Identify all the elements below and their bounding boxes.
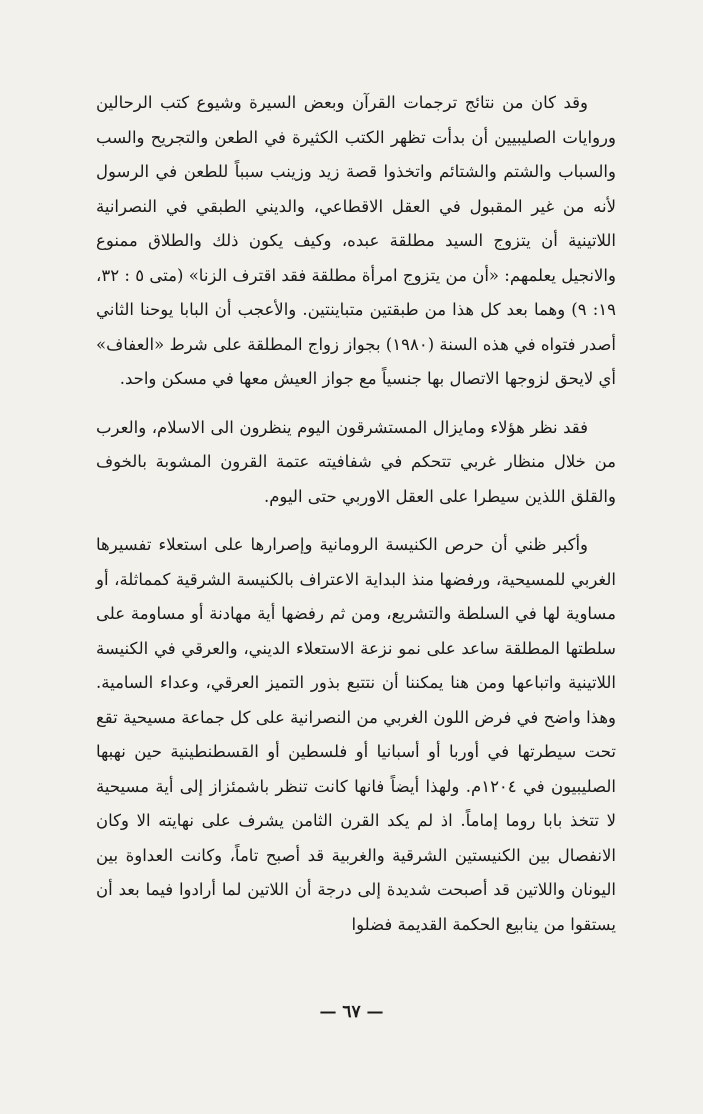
paragraph-2: فقد نظر هؤلاء ومايزال المستشرقون اليوم ينظرون الى الاسلام، والعرب من خلال منظار غربي تتحكم في شفافيته عتمة القرون المشوبة بالخوف والقلق اللذين سيطرا على العقل الاوربي حتى اليوم. bbox=[96, 417, 616, 506]
page-number: — ٦٧ — bbox=[319, 1002, 384, 1022]
page-body bbox=[96, 86, 616, 956]
paragraph-3: وأكبر ظني أن حرص الكنيسة الرومانية وإصرارها على استعلاء تفسيرها الغربي للمسيحية، ورفضها منذ البداية الاعتراف بالكنيسة الشرقية كمماثلة، أو مساوية لها في السلطة والتشريع، ومن ثم رفضها أية مهادنة أو مساومة على سلطتها المطلقة ساعد على نمو نزعة الاستعلاء الديني، والعرقي في الكنيسة اللاتينية واتباعها ومن هنا يمكننا أن نتتبع بذور التميز العرقي، وعداء السامية. وهذا واضح في فرض اللون الغربي من النصرانية على كل جماعة مسيحية تقع تحت سيطرتها في أوربا أو أسبانيا أو فلسطين أو القسطنطينية حين نهبها الصليبيون في ١٢٠٤م. ولهذا أيضاً فانها كانت تنظر باشمئزاز إلى أية مسيحية لا تتخذ بابا روما إماماً. اذ لم يكد القرن الثامن يشرف على نهايته الا وكان الانفصال بين الكنيستين الشرقية والغربية قد أصبح تاماً، وكانت العداوة بين اليونان واللاتين قد أصبحت شديدة إلى درجة أن اللاتين لما أرادوا فيما بعد أن يستقوا من ينابيع الحكمة القديمة فضلوا bbox=[96, 535, 616, 934]
paragraph-1: وقد كان من نتائج ترجمات القرآن وبعض السيرة وشيوع كتب الرحالين وروايات الصليبيين أن بدأت تظهر الكتب الكثيرة في الطعن والتجريح والسب والسباب والشتم والشتائم واتخذوا قصة زيد وزينب سبباً للطعن في الرسول لأنه من غير المقبول في العقل الاقطاعي، والديني الطبقي في النصرانية اللاتينية أن يتزوج السيد مطلقة عبده، وكيف يكون ذلك والطلاق ممنوع والانجيل يعلمهم: «أن من يتزوج امرأة مطلقة فقد اقترف الزنا» (متى ٥ : ٣٢، ١٩: ٩) وهما بعد كل هذا من طبقتين متباينتين. والأعجب أن البابا يوحنا الثاني أصدر فتواه في هذه السنة (١٩٨٠) بجواز زواج المطلقة على شرط «العفاف» أي لايحق لزوجها الاتصال بها جنسياً مع جواز العيش معها في مسكن واحد. bbox=[96, 93, 616, 388]
